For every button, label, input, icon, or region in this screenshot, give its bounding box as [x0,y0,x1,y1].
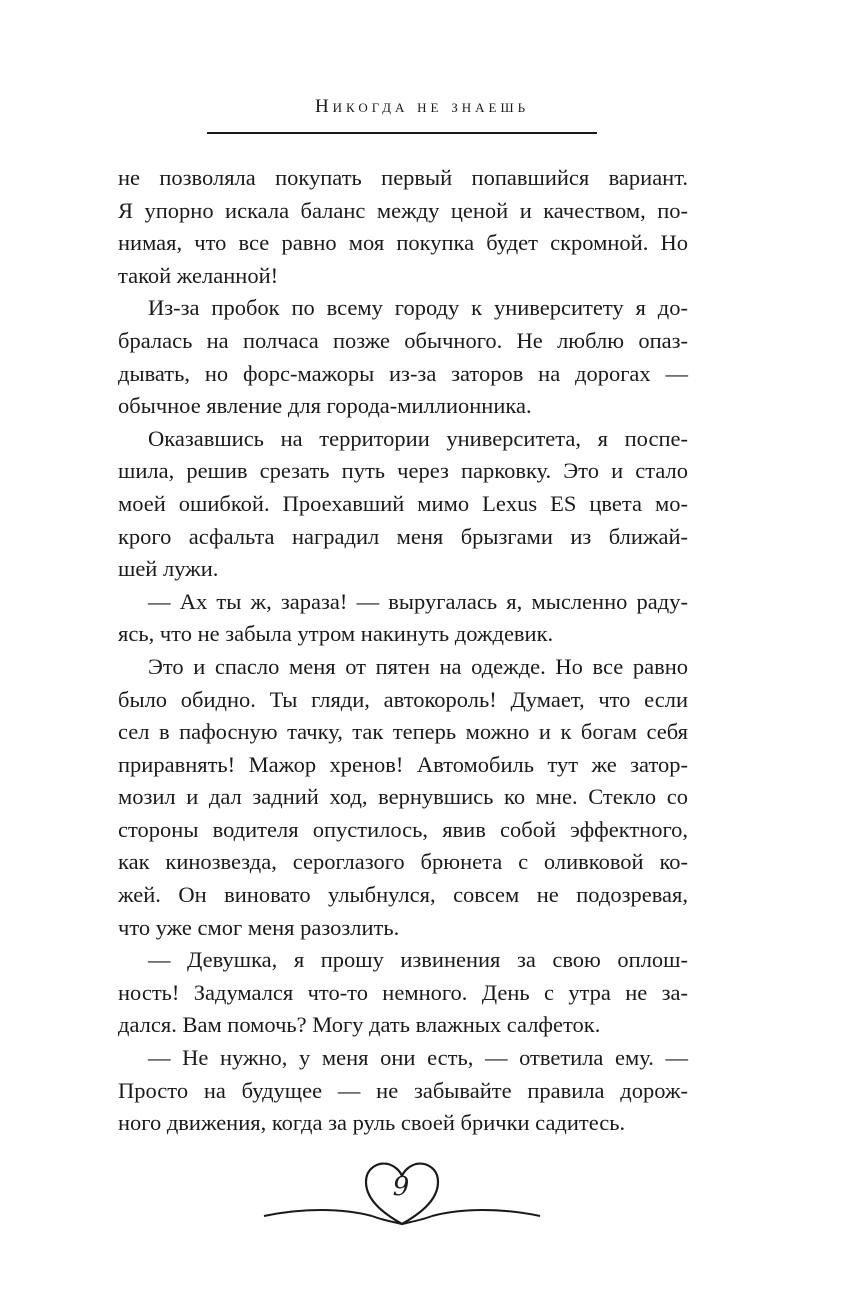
text-line: дался. Вам помочь? Могу дать влажных салфеток. [118,1012,601,1038]
text-line: приравнять! Мажор хренов! Автомобиль тут же затор- [118,751,688,777]
text-line: нимая, что все равно моя покупка будет скромной. Но [118,230,688,256]
text-line: — Ах ты ж, зараза! — выругалась я, мысленно раду- [148,588,688,614]
text-line: было обидно. Ты гляди, автокороль! Думает, что если [118,686,688,712]
text-line: Я упорно искала баланс между ценой и качеством, по- [118,197,688,223]
text-line: такой желанной! [118,262,279,288]
text-line: ного движения, когда за руль своей брички садитесь. [118,1110,626,1136]
text-line: шила, решив срезать путь через парковку. Это и стало [118,458,688,484]
text-line: ясь, что не забыла утром накинуть дождевик. [118,621,554,647]
page-number: 9 [392,1172,410,1202]
text-line: Это и спасло меня от пятен на одежде. Но все равно [148,653,688,679]
text-line: крого асфальта наградил меня брызгами из ближай- [118,523,688,549]
running-title: Никогда не знаешь [314,96,530,117]
text-line: Просто на будущее — не забывайте правила дорож- [118,1077,688,1103]
text-line: обычное явление для города-миллионника. [118,393,532,419]
header-rule [207,132,597,134]
text-line: что уже смог меня разозлить. [118,914,400,940]
text-line: бралась на полчаса позже обычного. Не люблю опаз- [118,327,688,353]
text-line: — Не нужно, у меня они есть, — ответила ему. — [148,1045,688,1071]
text-line: моей ошибкой. Проехавший мимо Lexus ES цвета мо- [118,490,688,516]
text-line: ность! Задумался что-то немного. День с утра не за- [118,979,688,1005]
text-line: Оказавшись на территории университета, я поспе- [148,425,688,451]
text-line: как кинозвезда, сероглазого брюнета с оливковой ко- [118,849,688,875]
text-line: мозил и дал задний ход, вернувшись ко мне. Стекло со [118,784,688,810]
page-body [118,162,688,1140]
text-line: жей. Он виновато улыбнулся, совсем не подозревая, [118,882,688,908]
text-line: не позволяла покупать первый попавшийся вариант. [118,165,688,190]
text-line: дывать, но форс-мажоры из-за заторов на дорогах — [118,360,688,386]
page-folio [262,1158,542,1230]
text-line: — Девушка, я прошу извинения за свою оплош- [148,947,688,973]
text-line: шей лужи. [118,556,219,582]
text-line: Из-за пробок по всему городу к университету я до- [148,295,688,321]
text-line: сел в пафосную тачку, так теперь можно и к богам себя [118,719,688,745]
text-line: стороны водителя опустилось, явив собой эффектного, [118,816,688,842]
